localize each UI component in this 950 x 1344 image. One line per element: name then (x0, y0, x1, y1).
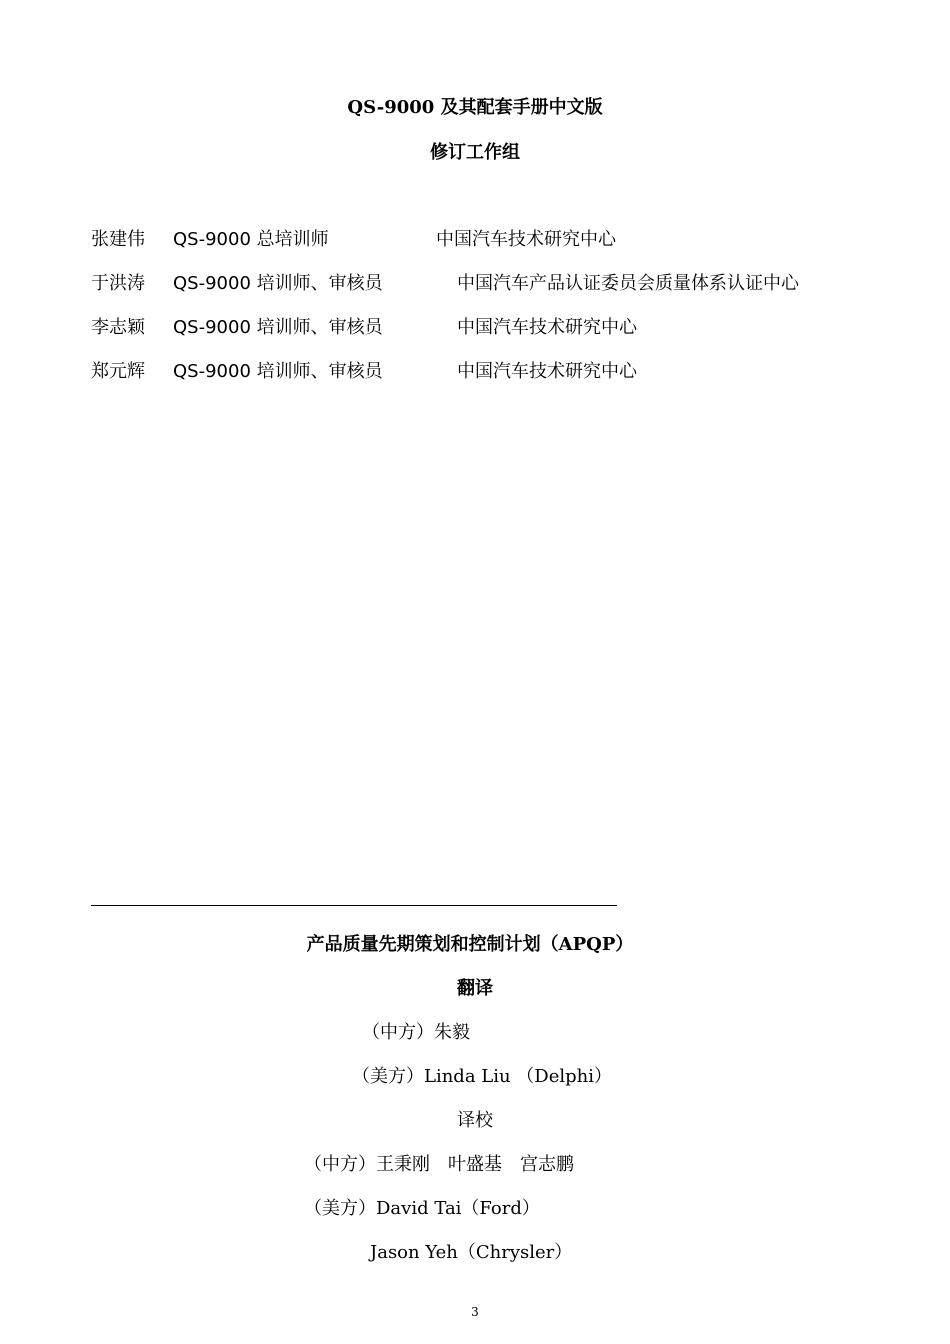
apqp-title: 产品质量先期策划和控制计划（APQP） (306, 934, 634, 955)
member-organization: 中国汽车技术研究中心 (436, 229, 616, 250)
member-organization: 中国汽车技术研究中心 (457, 317, 637, 338)
member-role: QS-9000 总培训师 (173, 229, 329, 250)
document-title: QS-9000 及其配套手册中文版 (347, 97, 603, 118)
member-name: 张建伟 (91, 229, 145, 250)
member-name: 李志颖 (91, 317, 145, 338)
member-organization: 中国汽车产品认证委员会质量体系认证中心 (457, 273, 799, 294)
member-role: QS-9000 培训师、审核员 (173, 317, 383, 338)
translator-us: （美方）Linda Liu （Delphi） (352, 1066, 613, 1087)
member-name: 郑元辉 (91, 361, 145, 382)
member-role: QS-9000 培训师、审核员 (173, 361, 383, 382)
member-role: QS-9000 培训师、审核员 (173, 273, 383, 294)
translation-heading: 翻译 (457, 978, 493, 999)
section-divider (91, 905, 617, 906)
proofread-heading: 译校 (457, 1110, 493, 1131)
proofreader-cn: （中方）王秉刚 叶盛基 宫志鹏 (304, 1154, 574, 1175)
member-organization: 中国汽车技术研究中心 (457, 361, 637, 382)
page-number: 3 (471, 1305, 479, 1319)
member-name: 于洪涛 (91, 273, 145, 294)
proofreader-us: （美方）David Tai（Ford） (304, 1198, 540, 1219)
proofreader-us-2: Jason Yeh（Chrysler） (370, 1242, 573, 1263)
translator-cn: （中方）朱毅 (362, 1022, 470, 1043)
document-subtitle: 修订工作组 (430, 142, 520, 163)
